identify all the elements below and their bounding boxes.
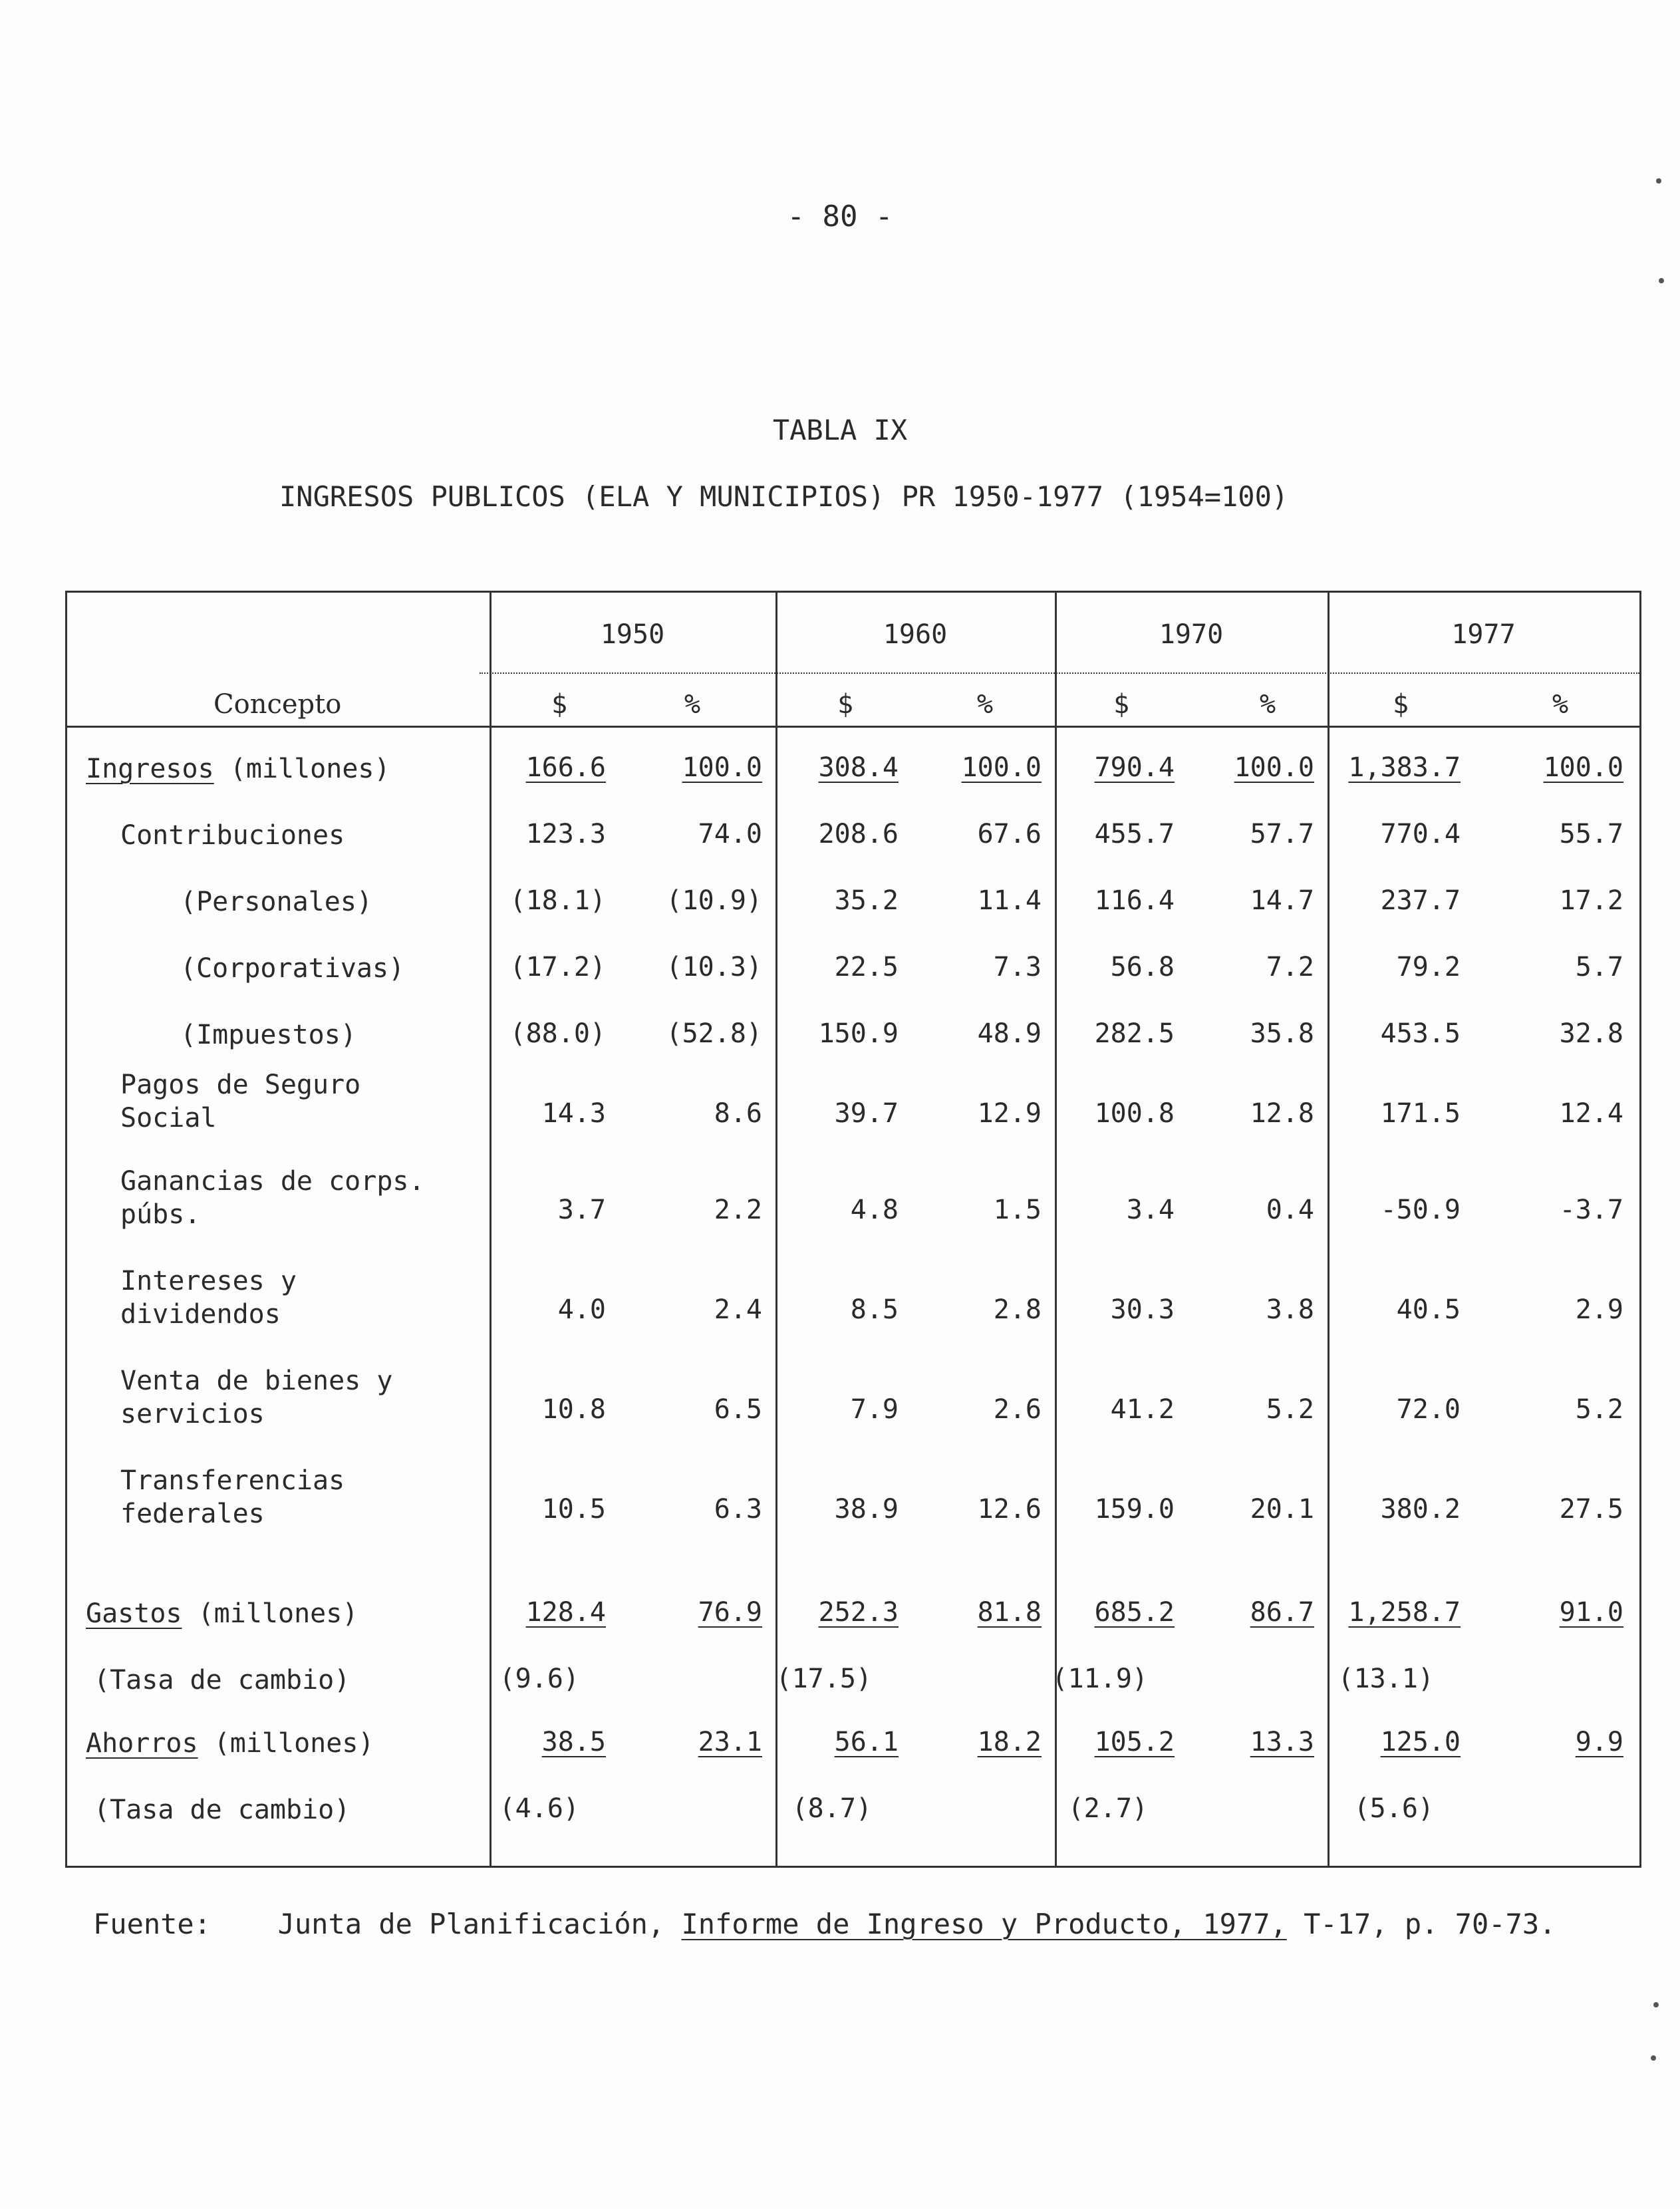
subheader-percent-1970: % [1259, 689, 1276, 720]
cell-1950-dollar: 3.7 [557, 1195, 606, 1225]
cell-1960-dollar: (17.5) [775, 1664, 872, 1694]
cell-1960-dollar: 252.3 [818, 1597, 899, 1628]
year-header-1960: 1960 [883, 619, 948, 650]
cell-1960-percent: 11.4 [977, 885, 1042, 916]
cell-1977-percent: 32.8 [1559, 1018, 1623, 1049]
row-label: (Corporativas) [180, 953, 405, 984]
cell-1970-dollar: 455.7 [1094, 819, 1175, 849]
page-number: - 80 - [787, 200, 893, 233]
cell-1977-percent: 2.9 [1575, 1294, 1623, 1325]
row-label: Ganancias de corps. púbs. [120, 1166, 425, 1230]
cell-1960-percent: 18.2 [977, 1727, 1042, 1757]
cell-1977-dollar: 125.0 [1380, 1727, 1461, 1757]
cell-1970-dollar: 685.2 [1094, 1597, 1175, 1628]
cell-1950-percent: 23.1 [698, 1727, 762, 1757]
cell-1970-percent: 35.8 [1250, 1018, 1314, 1049]
cell-1960-dollar: 35.2 [834, 885, 899, 916]
cell-1950-dollar: 4.0 [557, 1294, 606, 1325]
cell-1970-dollar: 105.2 [1094, 1727, 1175, 1757]
cell-1950-dollar: 38.5 [541, 1727, 606, 1757]
subheader-percent-1960: % [976, 689, 994, 720]
cell-1960-dollar: (8.7) [791, 1793, 872, 1824]
cell-1970-dollar: 159.0 [1094, 1494, 1175, 1525]
cell-1960-percent: 67.6 [977, 819, 1042, 849]
cell-1977-percent: 17.2 [1559, 885, 1623, 916]
year-header-1977: 1977 [1451, 619, 1516, 650]
cell-1970-dollar: 41.2 [1110, 1394, 1175, 1425]
cell-1977-percent: 5.7 [1575, 952, 1623, 982]
cell-1970-dollar: 100.8 [1094, 1098, 1175, 1129]
cell-1950-dollar: 10.5 [541, 1494, 606, 1525]
cell-1950-percent: 6.5 [714, 1394, 762, 1425]
cell-1950-dollar: (18.1) [509, 885, 606, 916]
row-label: Pagos de Seguro Social [120, 1070, 361, 1133]
cell-1950-dollar: 166.6 [525, 752, 606, 783]
subheader-dollar-1977: $ [1392, 689, 1409, 720]
cell-1960-percent: 2.8 [993, 1294, 1042, 1325]
row-label: Transferencias federales [120, 1465, 345, 1529]
subheader-dollar-1960: $ [837, 689, 854, 720]
cell-1970-dollar: 3.4 [1126, 1195, 1175, 1225]
cell-1977-percent: 12.4 [1559, 1098, 1623, 1129]
concept-header: Concepto [213, 689, 342, 720]
cell-1970-dollar: 790.4 [1094, 752, 1175, 783]
source-note [93, 1908, 1556, 1940]
cell-1977-dollar: 1,383.7 [1348, 752, 1461, 783]
cell-1960-dollar: 208.6 [818, 819, 899, 849]
cell-1977-dollar: 171.5 [1380, 1098, 1461, 1129]
cell-1950-percent: (10.3) [666, 952, 762, 982]
cell-1950-dollar: (9.6) [499, 1664, 579, 1694]
cell-1977-percent: 5.2 [1575, 1394, 1623, 1425]
cell-1970-dollar: (11.9) [1051, 1664, 1148, 1694]
cell-1950-dollar: 128.4 [525, 1597, 606, 1628]
cell-1977-percent: 9.9 [1575, 1727, 1623, 1757]
source-pages: T-17, p. 70-73. [1304, 1908, 1556, 1940]
cell-1960-percent: 48.9 [977, 1018, 1042, 1049]
cell-1970-dollar: (2.7) [1067, 1793, 1148, 1824]
cell-1950-percent: 100.0 [682, 752, 762, 783]
year-header-1950: 1950 [600, 619, 665, 650]
year-subheader-divider [480, 672, 1639, 674]
data-table [65, 591, 1641, 1868]
scan-speck [1653, 2002, 1659, 2007]
cell-1977-dollar: (5.6) [1353, 1793, 1434, 1824]
cell-1950-percent: 2.4 [714, 1294, 762, 1325]
cell-1960-dollar: 8.5 [850, 1294, 899, 1325]
cell-1970-percent: 0.4 [1266, 1195, 1314, 1225]
cell-1977-dollar: 40.5 [1396, 1294, 1461, 1325]
cell-1977-dollar: 380.2 [1380, 1494, 1461, 1525]
cell-1977-percent: -3.7 [1559, 1195, 1623, 1225]
cell-1970-percent: 86.7 [1250, 1597, 1314, 1628]
cell-1970-percent: 12.8 [1250, 1098, 1314, 1129]
cell-1977-dollar: 453.5 [1380, 1018, 1461, 1049]
cell-1960-percent: 2.6 [993, 1394, 1042, 1425]
cell-1960-percent: 81.8 [977, 1597, 1042, 1628]
cell-1960-dollar: 56.1 [834, 1727, 899, 1757]
cell-1960-percent: 12.9 [977, 1098, 1042, 1129]
cell-1977-dollar: -50.9 [1380, 1195, 1461, 1225]
cell-1960-dollar: 38.9 [834, 1494, 899, 1525]
cell-1977-dollar: 72.0 [1396, 1394, 1461, 1425]
year-header-1970: 1970 [1159, 619, 1224, 650]
cell-1970-percent: 13.3 [1250, 1727, 1314, 1757]
row-label: (Tasa de cambio) [94, 1665, 350, 1695]
cell-1950-dollar: 10.8 [541, 1394, 606, 1425]
cell-1970-percent: 14.7 [1250, 885, 1314, 916]
cell-1970-percent: 3.8 [1266, 1294, 1314, 1325]
cell-1950-percent: 76.9 [698, 1597, 762, 1628]
table-title: TABLA IX [772, 414, 908, 446]
cell-1950-dollar: (17.2) [509, 952, 606, 982]
cell-1977-percent: 55.7 [1559, 819, 1623, 849]
row-label: (Impuestos) [180, 1020, 356, 1050]
table-subtitle: INGRESOS PUBLICOS (ELA Y MUNICIPIOS) PR 1950-1977 (1954=100) [279, 480, 1289, 513]
row-label: Gastos (millones) [86, 1598, 358, 1629]
row-label: (Personales) [180, 887, 372, 917]
cell-1950-percent: (52.8) [666, 1018, 762, 1049]
row-label: Intereses y dividendos [120, 1266, 297, 1330]
cell-1950-dollar: (88.0) [509, 1018, 606, 1049]
row-label: Contribuciones [120, 820, 345, 851]
row-label: Ingresos (millones) [86, 754, 390, 784]
cell-1977-percent: 100.0 [1543, 752, 1623, 783]
cell-1970-dollar: 30.3 [1110, 1294, 1175, 1325]
cell-1977-dollar: 79.2 [1396, 952, 1461, 982]
row-label: Venta de bienes y servicios [120, 1366, 393, 1429]
subheader-dollar-1970: $ [1113, 689, 1130, 720]
cell-1977-dollar: 1,258.7 [1348, 1597, 1461, 1628]
cell-1960-percent: 12.6 [977, 1494, 1042, 1525]
source-prefix: Fuente: [93, 1908, 211, 1940]
scan-speck [1656, 178, 1661, 184]
cell-1970-percent: 7.2 [1266, 952, 1314, 982]
cell-1950-percent: 6.3 [714, 1494, 762, 1525]
cell-1960-dollar: 4.8 [850, 1195, 899, 1225]
subheader-percent-1950: % [684, 689, 701, 720]
source-publication: Informe de Ingreso y Producto, 1977, [681, 1908, 1287, 1940]
cell-1950-dollar: 123.3 [525, 819, 606, 849]
row-label: (Tasa de cambio) [94, 1795, 350, 1825]
cell-1960-dollar: 308.4 [818, 752, 899, 783]
cell-1960-percent: 1.5 [993, 1195, 1042, 1225]
cell-1960-dollar: 7.9 [850, 1394, 899, 1425]
source-org: Junta de Planificación, [277, 1908, 665, 1940]
cell-1970-percent: 20.1 [1250, 1494, 1314, 1525]
cell-1950-dollar: 14.3 [541, 1098, 606, 1129]
cell-1960-percent: 100.0 [961, 752, 1042, 783]
cell-1950-percent: (10.9) [666, 885, 762, 916]
scan-speck [1659, 278, 1664, 283]
cell-1977-percent: 91.0 [1559, 1597, 1623, 1628]
cell-1960-dollar: 39.7 [834, 1098, 899, 1129]
cell-1970-dollar: 116.4 [1094, 885, 1175, 916]
cell-1977-dollar: (13.1) [1337, 1664, 1434, 1694]
subheader-percent-1977: % [1552, 689, 1569, 720]
cell-1950-percent: 2.2 [714, 1195, 762, 1225]
cell-1970-percent: 100.0 [1234, 752, 1314, 783]
cell-1970-dollar: 282.5 [1094, 1018, 1175, 1049]
scan-speck [1651, 2055, 1656, 2061]
cell-1977-dollar: 770.4 [1380, 819, 1461, 849]
cell-1970-percent: 57.7 [1250, 819, 1314, 849]
cell-1960-dollar: 22.5 [834, 952, 899, 982]
cell-1950-percent: 74.0 [698, 819, 762, 849]
cell-1970-percent: 5.2 [1266, 1394, 1314, 1425]
cell-1977-percent: 27.5 [1559, 1494, 1623, 1525]
cell-1977-dollar: 237.7 [1380, 885, 1461, 916]
subheader-dollar-1950: $ [551, 689, 568, 720]
cell-1950-percent: 8.6 [714, 1098, 762, 1129]
row-label: Ahorros (millones) [86, 1728, 374, 1759]
cell-1960-dollar: 150.9 [818, 1018, 899, 1049]
header-divider [67, 726, 1639, 728]
cell-1970-dollar: 56.8 [1110, 952, 1175, 982]
cell-1950-dollar: (4.6) [499, 1793, 579, 1824]
cell-1960-percent: 7.3 [993, 952, 1042, 982]
